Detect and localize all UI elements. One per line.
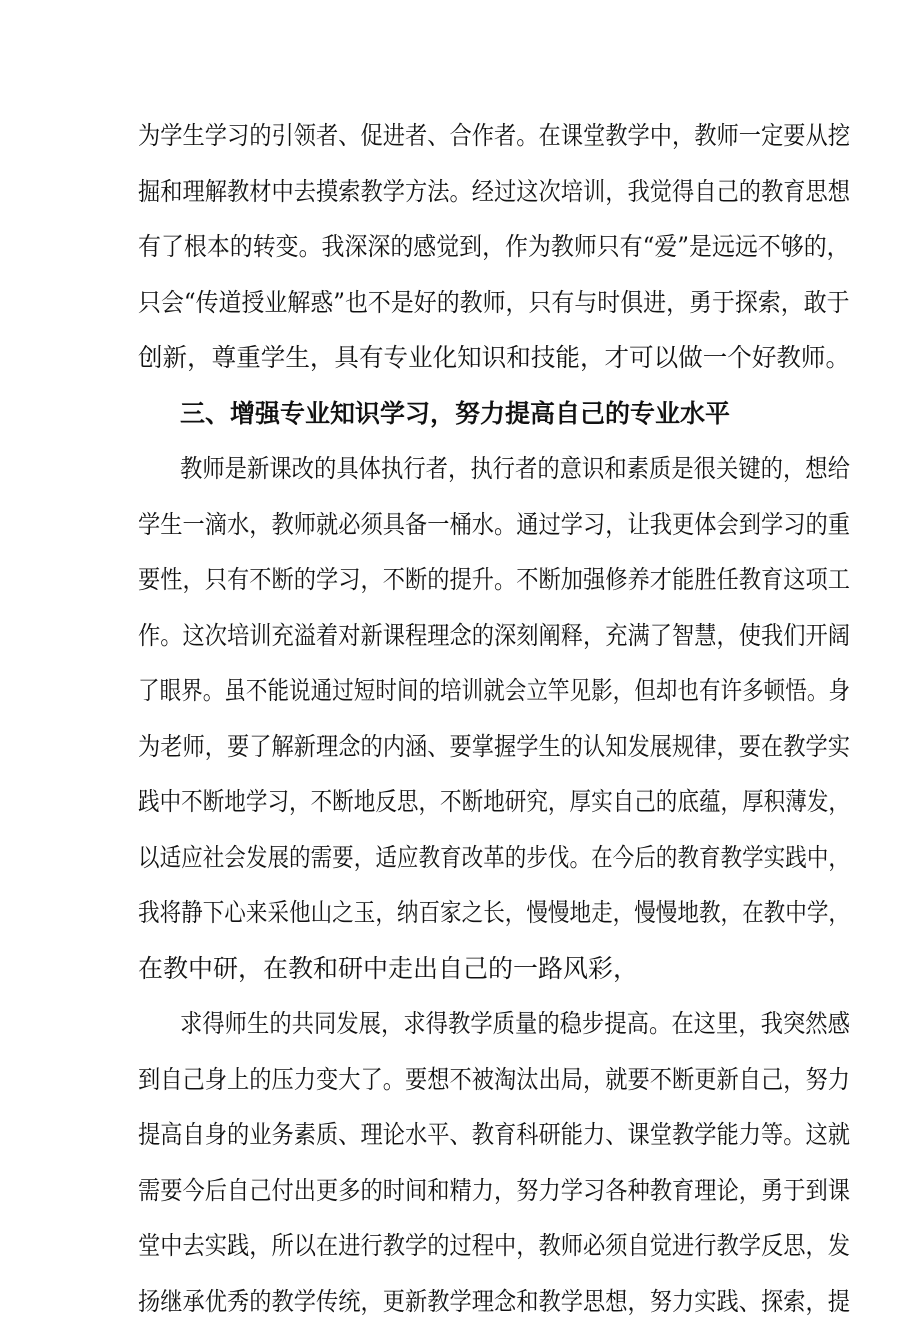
body-text-line: 扬继承优秀的教学传统，更新教学理念和教学思想，努力实践、探索，提 [138,1287,851,1316]
body-text-line: 为老师，要了解新理念的内涵、要掌握学生的认知发展规律，要在教学实 [138,732,851,761]
body-text-line: 在教中研，在教和研中走出自己的一路风彩， [138,954,639,983]
body-text-line: 作。这次培训充溢着对新课程理念的深刻阐释，充满了智慧，使我们开阔 [138,621,851,650]
body-text-line: 需要今后自己付出更多的时间和精力，努力学习各种教育理论，勇于到课 [138,1176,851,1205]
body-text-line: 践中不断地学习，不断地反思，不断地研究，厚实自己的底蕴，厚积薄发， [138,787,850,816]
body-text-line: 求得师生的共同发展，求得教学质量的稳步提高。在这里，我突然感 [180,1009,850,1038]
body-text-line: 掘和理解教材中去摸索教学方法。经过这次培训，我觉得自己的教育思想 [138,177,851,206]
body-text-line: 创新，尊重学生，具有专业化知识和技能，才可以做一个好教师。 [138,343,851,372]
body-text-line: 教师是新课改的具体执行者，执行者的意识和素质是很关键的，想给 [180,454,850,483]
body-text-line: 堂中去实践，所以在进行教学的过程中，教师必须自觉进行教学反思，发 [138,1231,851,1260]
body-text-line: 提高自身的业务素质、理论水平、教育科研能力、课堂教学能力等。这就 [138,1120,851,1149]
body-text-line: 我将静下心来采他山之玉，纳百家之长，慢慢地走，慢慢地教，在教中学， [138,898,850,927]
body-text-line: 只会“传道授业解惑”也不是好的教师，只有与时俱进，勇于探索，敢于 [138,288,850,317]
section-heading: 三、增强专业知识学习，努力提高自己的专业水平 [180,399,731,428]
body-text-line: 为学生学习的引领者、促进者、合作者。在课堂教学中，教师一定要从挖 [138,121,851,150]
body-text-line: 学生一滴水，教师就必须具备一桶水。通过学习，让我更体会到学习的重 [138,510,851,539]
body-text-line: 了眼界。虽不能说通过短时间的培训就会立竿见影，但却也有许多顿悟。身 [138,676,850,705]
body-text-line: 要性，只有不断的学习，不断的提升。不断加强修养才能胜任教育这项工 [138,565,851,594]
body-text-line: 到自己身上的压力变大了。要想不被淘汰出局，就要不断更新自己，努力 [138,1065,851,1094]
body-text-line: 以适应社会发展的需要，适应教育改革的步伐。在今后的教育教学实践中， [138,843,850,872]
body-text-line: 有了根本的转变。我深深的感觉到，作为教师只有“爱”是远远不够的， [138,232,850,261]
